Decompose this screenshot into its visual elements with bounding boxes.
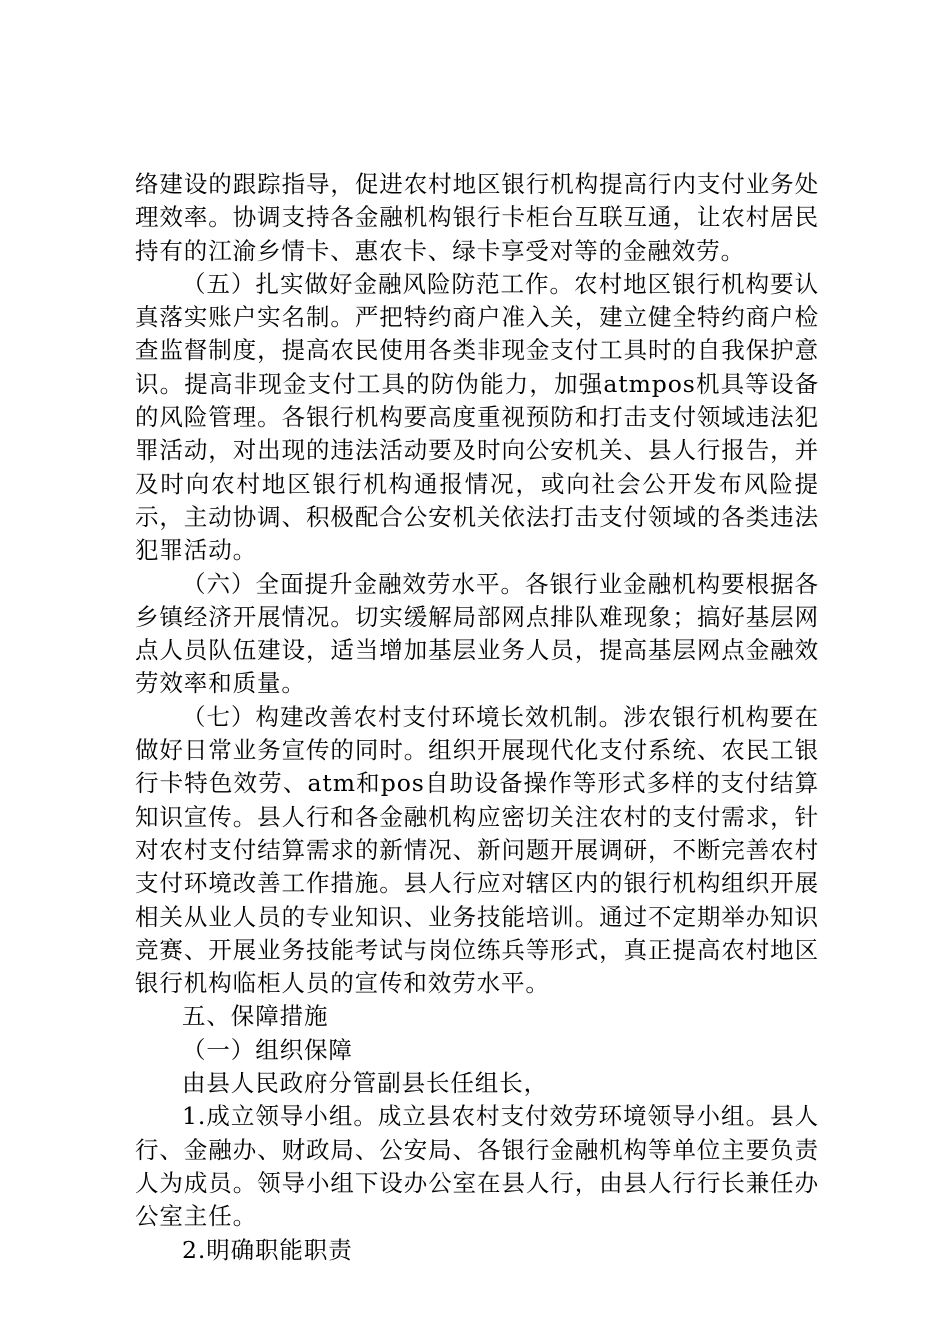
paragraph-group-leader: 由县人民政府分管副县长任组长， [182, 1069, 548, 1098]
paragraph-long-term-mechanism: （七）构建改善农村支付环境长效机制。涉农银行机构要在做好日常业务宣传的同时。组织开展现代化支付系统、农民工银行卡特色效劳、atm和pos自助设备操作等形式多样的支付结算知识宣传。县人行和各金融机构应密切关注农村的支付需求，针对农村支付结算需求的新情况、新问题开展调研，不断完善农村支付环境改善工作措施。县人行应对辖区内的银行机构组织开展相关从业人员的专业知识、业务技能培训。通过不定期举办知识竞赛、开展业务技能考试与岗位练兵等形式，真正提高农村地区银行机构临柜人员的宣传和效劳水平。 [135, 702, 819, 998]
section-heading-safeguards: 五、保障措施 [182, 1002, 329, 1031]
paragraph-risk-prevention: （五）扎实做好金融风险防范工作。农村地区银行机构要认真落实账户实名制。严把特约商户准入关，建立健全特约商户检查监督制度，提高农民使用各类非现金支付工具时的自我保护意识。提高非现金支付工具的防伪能力，加强atmpos机具等设备的风险管理。各银行机构要高度重视预防和打击支付领域违法犯罪活动，对出现的违法活动要及时向公安机关、县人行报告，并及时向农村地区银行机构通报情况，或向社会公开发布风险提示，主动协调、积极配合公安机关依法打击支付领域的各类违法犯罪活动。 [135, 269, 819, 565]
paragraph-duties: 2.明确职能职责 [182, 1235, 353, 1264]
subheading-organization: （一）组织保障 [182, 1035, 353, 1064]
paragraph-continuation: 络建设的跟踪指导，促进农村地区银行机构提高行内支付业务处理效率。协调支持各金融机构银行卡柜台互联互通，让农村居民持有的江渝乡情卡、惠农卡、绿卡享受对等的金融效劳。 [135, 170, 819, 265]
document-body [135, 168, 819, 1267]
paragraph-leading-group: 1.成立领导小组。成立县农村支付效劳环境领导小组。县人行、金融办、财政局、公安局、各银行金融机构等单位主要负责人为成员。领导小组下设办公室在县人行，由县人行行长兼任办公室主任。 [135, 1102, 819, 1231]
paragraph-service-level: （六）全面提升金融效劳水平。各银行业金融机构要根据各乡镇经济开展情况。切实缓解局部网点排队难现象；搞好基层网点人员队伍建设，适当增加基层业务人员，提高基层网点金融效劳效率和质量。 [135, 569, 819, 698]
